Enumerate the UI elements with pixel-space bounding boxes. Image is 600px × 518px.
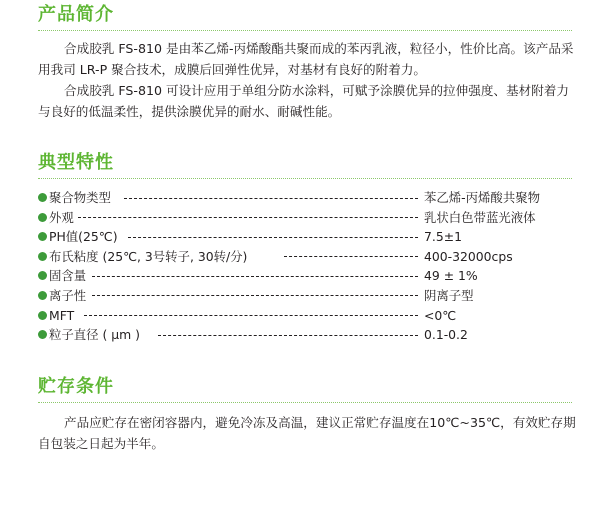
spec-row-ph: [38, 227, 578, 247]
leader-dash-line: [284, 256, 418, 257]
spec-row-ionic: [38, 286, 578, 306]
spec-row-solids: [38, 266, 578, 286]
spec-name: 固含量: [49, 268, 87, 284]
bullet-dot-icon: [38, 330, 47, 339]
bullet-dot-icon: [38, 213, 47, 222]
bullet-dot-icon: [38, 232, 47, 241]
spec-value: <0℃: [424, 307, 457, 323]
leader-dash-line: [92, 276, 418, 277]
spec-row-appearance: [38, 208, 578, 228]
bullet-dot-icon: [38, 291, 47, 300]
intro-section: [0, 4, 600, 119]
bullet-dot-icon: [38, 311, 47, 320]
spec-name: 布氏粘度 (25℃, 3号转子, 30转/分): [49, 248, 248, 264]
leader-dash-line: [124, 198, 418, 199]
properties-list: [38, 188, 578, 345]
properties-title: 典型特性: [38, 152, 114, 173]
bullet-dot-icon: [38, 193, 47, 202]
intro-divider: [38, 30, 572, 31]
spec-name: 聚合物类型: [49, 190, 111, 205]
bullet-dot-icon: [38, 252, 47, 261]
intro-header: [0, 4, 600, 30]
storage-header: [0, 376, 600, 402]
leader-dash-line: [92, 295, 418, 296]
spec-value: 400-32000cps: [424, 248, 513, 264]
intro-paragraph-2: 合成胶乳 FS-810 可设计应用于单组分防水涂料，可赋予涂膜优异的拉伸强度、基材附着力与良好的低温柔性，提供涂膜优异的耐水、耐碱性能。: [38, 83, 569, 119]
storage-divider: [38, 402, 572, 403]
properties-section: [0, 152, 600, 343]
spec-name: MFT: [49, 307, 75, 323]
storage-body: [38, 412, 578, 454]
spec-name: 外观: [49, 209, 74, 225]
spec-value: 苯乙烯-丙烯酸共聚物: [424, 190, 540, 205]
spec-row-viscosity: [38, 247, 578, 267]
storage-paragraph: 产品应贮存在密闭容器内，避免冷冻及高温，建议正常贮存温度在10℃~35℃，有效贮存期自包装之日起为半年。: [38, 415, 576, 451]
spec-name: PH值(25℃): [49, 229, 118, 245]
spec-value: 7.5±1: [424, 229, 462, 245]
spec-value: 阴离子型: [424, 287, 474, 303]
properties-header: [0, 152, 600, 178]
storage-section: [0, 376, 600, 451]
intro-body: [38, 38, 578, 122]
storage-title: 贮存条件: [38, 376, 114, 397]
leader-dash-line: [78, 217, 418, 218]
bullet-dot-icon: [38, 271, 47, 280]
intro-title: 产品简介: [38, 4, 114, 25]
spec-name: 粒子直径 ( μm ): [49, 327, 140, 343]
spec-row-mft: [38, 306, 578, 326]
intro-paragraph-1: 合成胶乳 FS-810 是由苯乙烯-丙烯酸酯共聚而成的苯丙乳液，粒径小，性价比高。该产品采用我司 LR-P 聚合技术，成膜后回弹性优异，对基材有良好的附着力。: [38, 41, 574, 77]
leader-dash-line: [158, 335, 418, 336]
spec-value: 0.1-0.2: [424, 327, 468, 343]
properties-divider: [38, 178, 572, 179]
leader-dash-line: [128, 237, 418, 238]
leader-dash-line: [84, 315, 418, 316]
spec-value: 49 ± 1%: [424, 268, 478, 284]
spec-name: 离子性: [49, 287, 87, 303]
spec-value: 乳状白色带蓝光液体: [424, 209, 536, 225]
spec-row-particle-size: [38, 325, 578, 345]
spec-row-polymer-type: [38, 188, 578, 208]
